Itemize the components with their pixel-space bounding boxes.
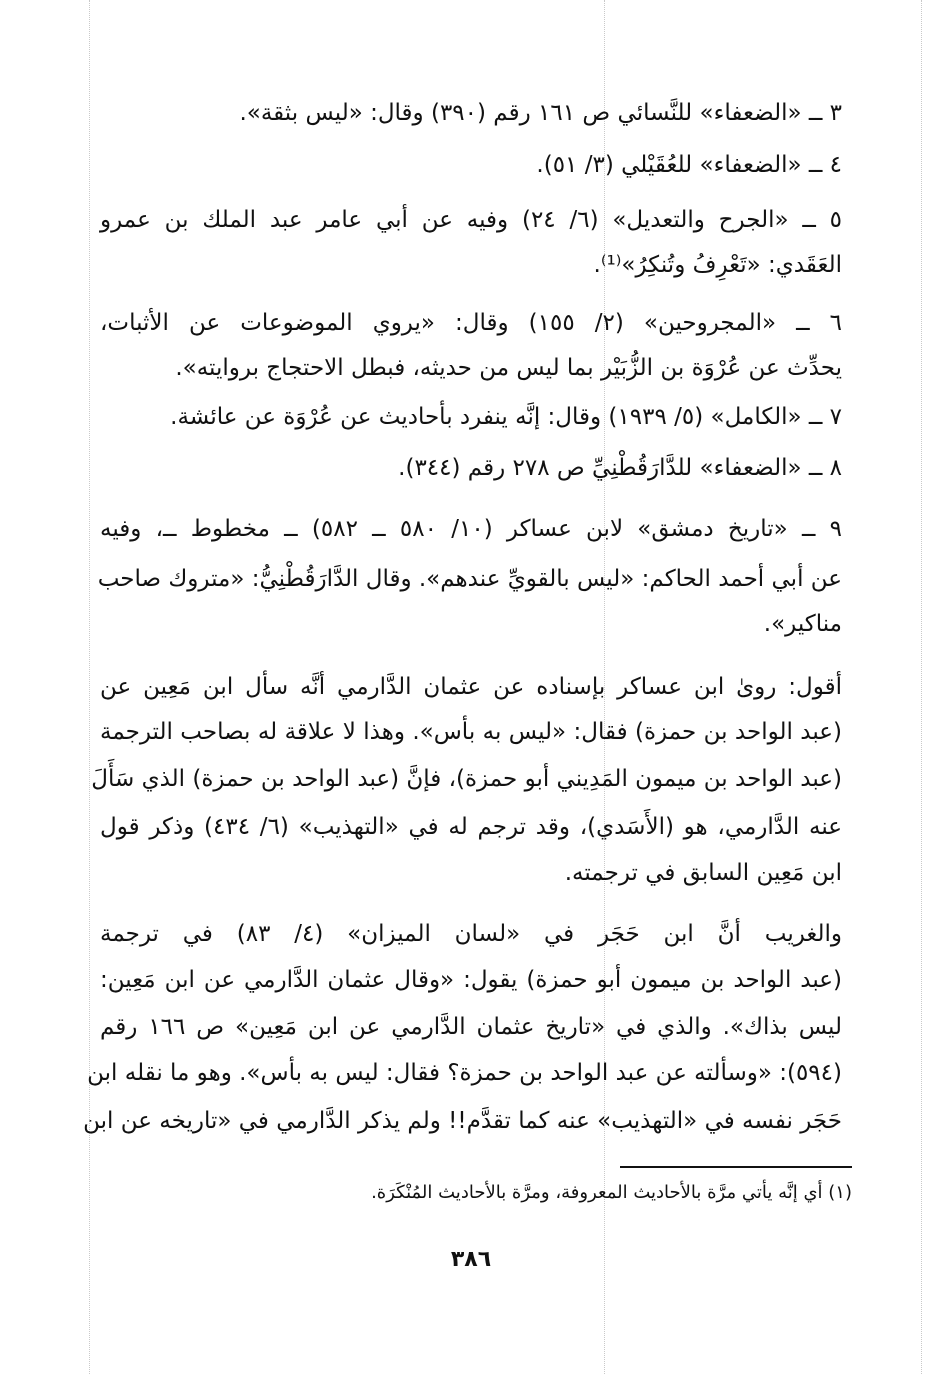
paragraph-1-line-3: (عبد الواحد بن ميمون المَدِيني أبو حمزة)، فإنَّ (عبد الواحد بن حمزة) الذي سَأَلَ — [91, 766, 842, 792]
entry-9-line-2: عن أبي أحمد الحاكم: «ليس بالقويِّ عندهم». وقال الدَّارَقُطْنِيُّ: «متروك صاحب — [97, 566, 842, 592]
entry-6-line-1: ٦ ــ «المجروحين» (٢/ ١٥٥) وقال: «يروي الموضوعات عن الأثبات، — [100, 310, 842, 336]
paragraph-1-line-4: عنه الدَّارمي، هو (الأَسَدي)، وقد ترجم له في «التهذيب» (٦/ ٤٣٤) وذكر قول — [100, 814, 843, 840]
paragraph-2-line-1: والغريب أنَّ ابن حَجَر في «لسان الميزان» (٤/ ٨٣) في ترجمة — [100, 921, 843, 947]
paragraph-2-line-4: (٥٩٤): «وسألته عن عبد الواحد بن حمزة؟ فقال: ليس به بأس». وهو ما نقله ابن — [87, 1060, 842, 1086]
entry-9-line-3: مناكير». — [763, 611, 842, 637]
paragraph-2-line-5: حَجَر نفسه في «التهذيب» عنه كما تقدَّم!! ولم يذكر الدَّارمي في «تاريخه عن ابن — [83, 1108, 842, 1134]
footnote-separator — [620, 1166, 852, 1168]
footnote: (١) أي إنَّه يأتي مرَّة بالأحاديث المعروفة، ومرَّة بالأحاديث المُنْكَرَة. — [371, 1182, 852, 1203]
scan-guide-line — [89, 0, 90, 1374]
entry-5-line-1: ٥ ــ «الجرح والتعديل» (٦/ ٢٤) وفيه عن أبي عامر عبد الملك بن عمرو — [100, 207, 842, 233]
page-number: ٣٨٦ — [450, 1247, 492, 1272]
entry-4-line: ٤ ــ «الضعفاء» للعُقَيْلي (٣/ ٥١). — [536, 152, 842, 178]
paragraph-2-line-2: (عبد الواحد بن ميمون أبو حمزة) يقول: «وقال عثمان الدَّارمي عن ابن مَعِين: — [100, 967, 842, 993]
entry-8-line: ٨ ــ «الضعفاء» للدَّارَقُطْنِيِّ ص ٢٧٨ رقم (٣٤٤). — [398, 455, 842, 481]
entry-7-line: ٧ ــ «الكامل» (٥/ ١٩٣٩) وقال: إنَّه ينفرد بأحاديث عن عُرْوَة عن عائشة. — [170, 404, 842, 430]
paragraph-1-line-1: أقول: روىٰ ابن عساكر بإسناده عن عثمان الدَّارمي أنَّه سأل ابن مَعِين عن — [100, 674, 842, 700]
entry-6-line-2: يحدِّث عن عُرْوَة بن الزُّبَيْر بما ليس من حديثه، فبطل الاحتجاج بروايته». — [175, 355, 842, 381]
scan-guide-line — [921, 0, 922, 1374]
paragraph-2-line-3: ليس بذاك». والذي في «تاريخ عثمان الدَّارمي عن ابن مَعِين» ص ١٦٦ رقم — [100, 1014, 842, 1040]
paragraph-1-line-5: ابن مَعِين السابق في ترجمته. — [564, 860, 842, 886]
entry-3-line: ٣ ــ «الضعفاء» للنَّسائي ص ١٦١ رقم (٣٩٠) وقال: «ليس بثقة». — [239, 100, 842, 126]
entry-5-line-2: العَقَدي: «تَعْرِفُ وتُنكِرُ»⁽¹⁾. — [593, 252, 842, 278]
paragraph-1-line-2: (عبد الواحد بن حمزة) فقال: «ليس به بأس». وهذا لا علاقة له بصاحب الترجمة — [100, 719, 842, 745]
entry-9-line-1: ٩ ــ «تاريخ دمشق» لابن عساكر (١٠/ ٥٨٠ ــ ٥٨٢) ــ مخطوط ــ، وفيه — [100, 516, 843, 542]
